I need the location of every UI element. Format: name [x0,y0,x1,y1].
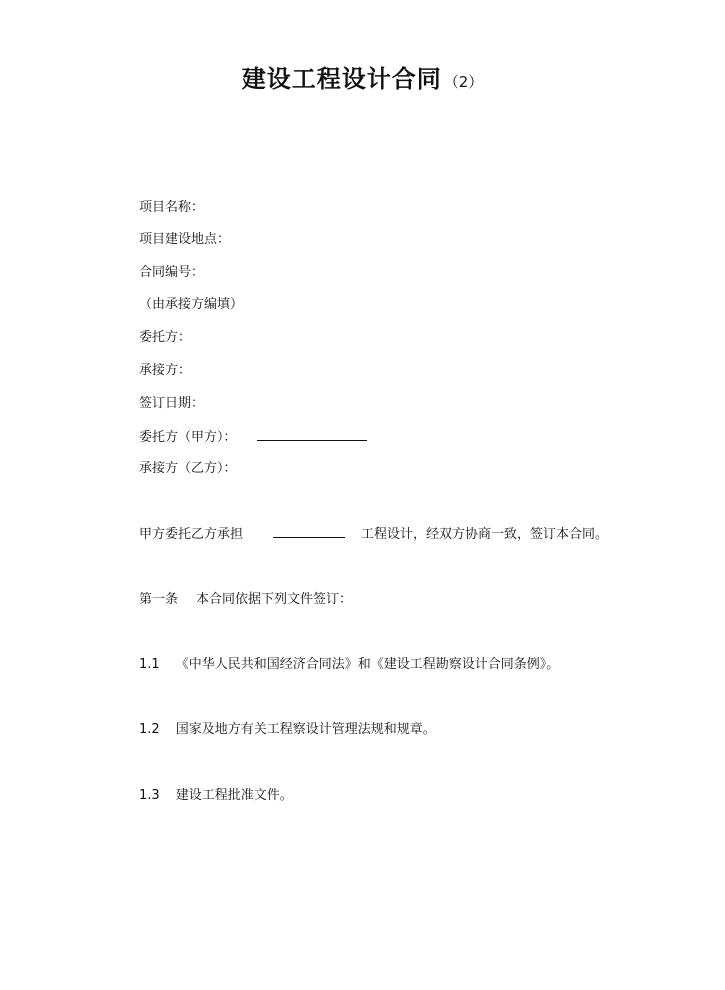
title-main: 建设工程设计合同 [241,65,442,93]
party-b-label: 承接方（乙方）： [139,461,237,476]
field-contract-number: 合同编号： [139,265,205,280]
clause-1-2 [139,720,436,740]
field-contractor: 承接方： [139,363,192,378]
field-contract-number-note: （由承接方编填） [139,297,244,312]
clause-1-3 [139,786,293,806]
article-1 [139,590,352,610]
field-project-name: 项目名称： [139,200,205,215]
article-1-number: 第一条 [139,592,179,607]
document-title [0,62,725,99]
field-signing-date: 签订日期： [139,396,205,411]
party-b-line [139,459,237,479]
clause-text: 建设工程批准文件。 [175,788,293,803]
party-a-blank [257,426,367,441]
intro-after: 工程设计，经双方协商一致，签订本合同。 [361,527,609,542]
article-1-text: 本合同依据下列文件签订： [196,592,353,607]
clause-1-1 [139,655,559,675]
field-project-location: 项目建设地点： [139,232,231,247]
intro-before: 甲方委托乙方承担 [139,527,244,542]
clause-text: 国家及地方有关工程察设计管理法规和规章。 [175,722,436,737]
intro-paragraph [139,523,608,545]
clause-number: 1.3 [139,788,160,803]
clause-number: 1.2 [139,722,160,737]
project-blank [273,523,345,538]
clause-text: 《中华人民共和国经济合同法》和《建设工程勘察设计合同条例》。 [175,657,560,672]
party-a-label: 委托方（甲方）： [139,430,237,445]
field-client: 委托方： [139,330,192,345]
party-a-line [139,426,367,448]
clause-number: 1.1 [139,657,160,672]
title-number: （2） [443,73,484,91]
